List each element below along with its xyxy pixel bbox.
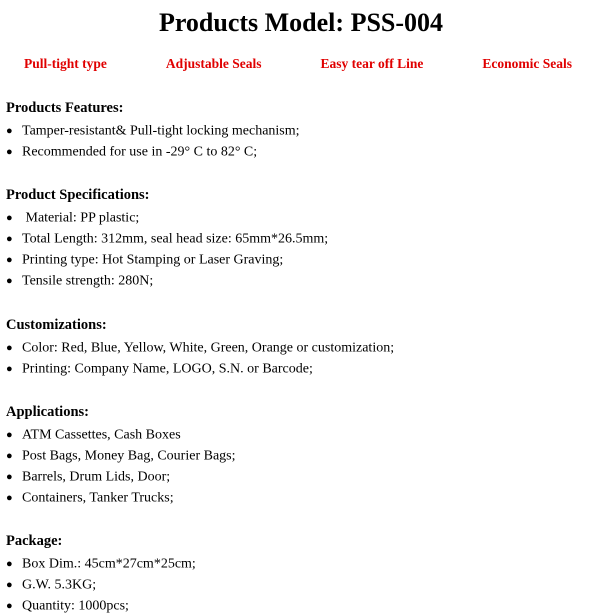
section-heading: Applications: bbox=[6, 403, 89, 420]
list-item-text: Printing type: Hot Stamping or Laser Graving; bbox=[22, 252, 284, 268]
list-item bbox=[6, 208, 596, 229]
tag-easy-tear-off-line: Easy tear off Line bbox=[320, 56, 424, 71]
list-item-text: Recommended for use in -29° C to 82° C; bbox=[22, 144, 258, 160]
bullet-icon: ● bbox=[6, 558, 13, 571]
package-list bbox=[6, 554, 596, 615]
bullet-icon: ● bbox=[6, 492, 13, 505]
list-item-text: Quantity: 1000pcs; bbox=[22, 598, 129, 614]
bullet-icon: ● bbox=[6, 146, 13, 159]
page-title: Products Model: PSS-004 bbox=[158, 8, 444, 37]
list-item bbox=[6, 596, 596, 615]
bullet-icon: ● bbox=[6, 254, 13, 267]
section-heading: Package: bbox=[6, 533, 63, 550]
list-item-text: Printing: Company Name, LOGO, S.N. or Barcode; bbox=[22, 361, 313, 377]
list-item-text: Tamper-resistant& Pull-tight locking mechanism; bbox=[22, 123, 300, 139]
list-item-text: Barrels, Drum Lids, Door; bbox=[22, 469, 171, 485]
bullet-icon: ● bbox=[6, 212, 13, 225]
tag-pull-tight-type: Pull-tight type bbox=[24, 56, 107, 71]
list-item-text: Post Bags, Money Bag, Courier Bags; bbox=[22, 448, 236, 464]
section-heading: Products Features: bbox=[6, 100, 124, 116]
bullet-icon: ● bbox=[6, 125, 13, 137]
list-item bbox=[6, 338, 596, 359]
section-heading: Product Specifications: bbox=[6, 187, 150, 204]
list-item bbox=[6, 142, 596, 163]
section-products-features bbox=[6, 100, 596, 163]
bullet-icon: ● bbox=[6, 579, 13, 592]
bullet-icon: ● bbox=[6, 275, 13, 288]
bullet-icon: ● bbox=[6, 470, 13, 483]
bullet-icon: ● bbox=[6, 449, 13, 462]
list-item-text: ATM Cassettes, Cash Boxes bbox=[22, 427, 181, 443]
list-item bbox=[6, 250, 596, 271]
bullet-icon: ● bbox=[6, 362, 13, 375]
section-heading: Customizations: bbox=[6, 316, 107, 333]
bullet-icon: ● bbox=[6, 341, 13, 354]
section-customizations bbox=[6, 317, 596, 380]
list-item bbox=[6, 425, 596, 446]
applications-list bbox=[6, 425, 596, 509]
list-item-text: Containers, Tanker Trucks; bbox=[22, 490, 174, 506]
list-item bbox=[6, 488, 596, 509]
list-item bbox=[6, 446, 596, 467]
list-item-text: Color: Red, Blue, Yellow, White, Green, Orange or customization; bbox=[22, 340, 395, 356]
customizations-list bbox=[6, 338, 596, 380]
list-item bbox=[6, 359, 596, 380]
list-item-text: G.W. 5.3KG; bbox=[22, 577, 97, 593]
features-list bbox=[6, 121, 596, 163]
list-item bbox=[6, 229, 596, 250]
section-package bbox=[6, 533, 596, 615]
tag-adjustable-seals: Adjustable Seals bbox=[165, 56, 262, 71]
tag-economic-seals: Economic Seals bbox=[482, 56, 572, 71]
bullet-icon: ● bbox=[6, 233, 13, 246]
list-item bbox=[6, 575, 596, 596]
category-tags-row bbox=[24, 55, 572, 72]
list-item bbox=[6, 467, 596, 488]
list-item bbox=[6, 121, 596, 142]
section-applications bbox=[6, 404, 596, 509]
list-item-text: Total Length: 312mm, seal head size: 65mm*26.5mm; bbox=[22, 231, 329, 247]
bullet-icon: ● bbox=[6, 600, 13, 613]
list-item bbox=[6, 554, 596, 575]
specifications-list bbox=[6, 208, 596, 292]
bullet-icon: ● bbox=[6, 428, 13, 441]
section-product-specifications bbox=[6, 187, 596, 292]
list-item-text: Box Dim.: 45cm*27cm*25cm; bbox=[22, 556, 196, 572]
list-item-text: Tensile strength: 280N; bbox=[22, 273, 154, 289]
list-item bbox=[6, 271, 596, 292]
list-item-text: Material: PP plastic; bbox=[22, 210, 140, 226]
